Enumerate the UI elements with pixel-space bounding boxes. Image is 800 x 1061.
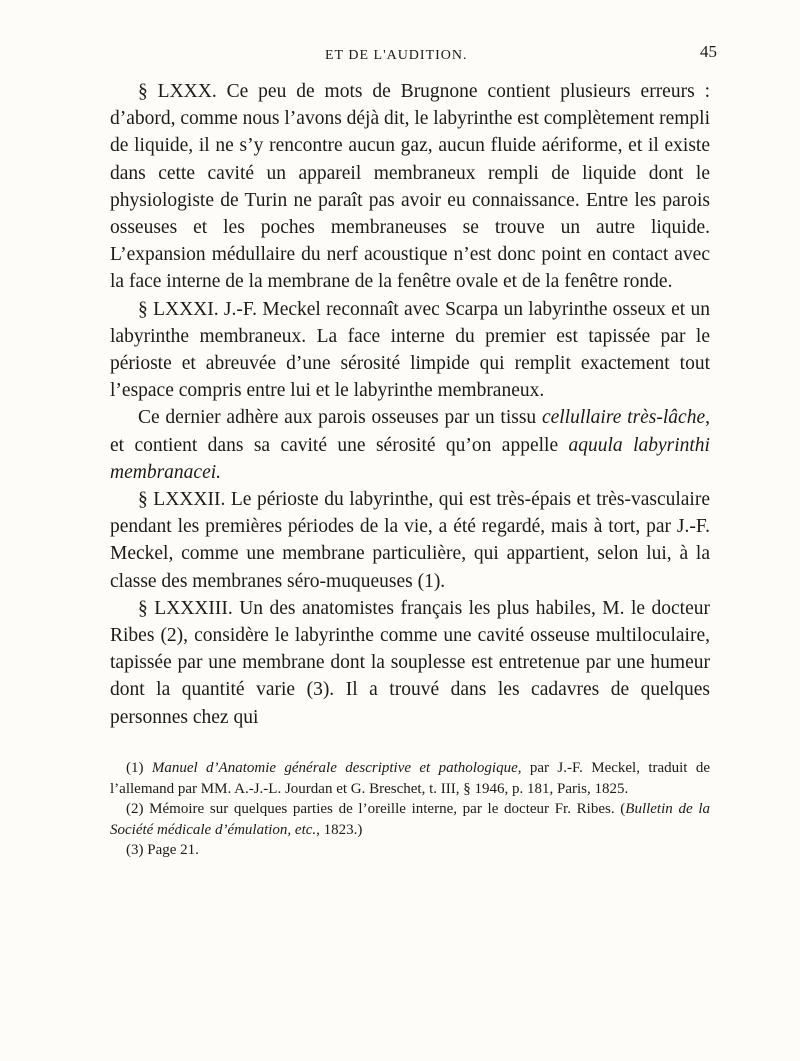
page-header [0,42,800,72]
footnote-3 [110,840,710,861]
footnote-segment: , par J.-F. Meckel, traduit de l’allemand par MM. A.-J.-L. Jourdan et G. Breschet, t. III, § 1946, p. 181, Paris, 1825. [110,760,711,797]
running-head: ET DE L'AUDITION. [325,48,468,63]
paragraph-segment: § LXXXI. J.-F. Meckel reconnaît avec Scarpa un labyrinthe osseux et un labyrinthe membraneux. La face interne du premier est tapissée par le périoste et abreuvée d’une sérosité limpide qui remplit exactement tout l’espace compris entre lui et le labyrinthe membraneux. [110,298,710,402]
body-text [110,78,710,731]
footnote-segment: (2) Mémoire sur quelques parties de l’oreille interne, par le docteur Fr. Ribes. ( [126,801,626,817]
paragraph-lxxx [110,78,710,296]
page-number: 45 [700,42,717,61]
paragraph-segment: § LXXXIII. Un des anatomistes français les plus habiles, M. le docteur Ribes (2), considère le labyrinthe comme une cavité osseuse multiloculaire, tapissée par une membrane dont la souplesse est entretenue par une humeur dont la quantité varie (3). Il a trouvé dans les cadavres de quelques personnes chez qui [110,597,710,728]
footnote-segment: (3) Page 21. [126,842,199,858]
footnote-1 [110,758,710,799]
italic-term: aquula labyrinthi membranacei. [110,434,710,483]
paragraph-segment: § LXXXII. Le périoste du labyrinthe, qui est très-épais et très-vasculaire pendant les premières périodes de la vie, a été regardé, mais à tort, par J.-F. Meckel, comme une membrane particulière, qui appartient, selon lui, à la classe des membranes séro-muqueuses (1). [110,489,710,592]
paragraph-segment: , et contient dans sa cavité une sérosité qu’on appelle [110,407,710,456]
paragraph-lxxxiii [110,595,710,731]
paragraph-segment: Ce dernier adhère aux parois osseuses par un tissu [138,407,542,429]
paragraph-segment: § LXXX. Ce peu de mots de Brugnone contient plusieurs erreurs : d’abord, comme nous l’avons déjà dit, le labyrinthe est complètement rempli de liquide, il ne s’y rencontre aucun gaz, aucun fluide aériforme, et il existe dans cette cavité un appareil membraneux rempli de liquide dont le physiologiste de Turin ne paraît pas avoir eu connaissance. Entre les parois osseuses et les poches membraneuses se trouve un autre liquide. L’expansion médullaire du nerf acoustique n’est donc point en contact avec la face interne de la membrane de la fenêtre ovale et de la fenêtre ronde. [110,81,710,293]
footnotes [110,758,710,861]
paragraph-lxxxii [110,486,710,595]
paragraph-lxxxi [110,296,710,405]
italic-term: cellullaire très-lâche [541,407,706,429]
footnote-italic: Bulletin de la Société médicale d’émulation, etc. [110,801,710,838]
footnote-segment: , 1823.) [316,821,363,838]
footnote-2 [110,799,710,840]
footnote-segment: (1) [126,760,152,776]
paragraph-membraneous-labyrinth [110,404,710,486]
footnote-italic: Manuel d’Anatomie générale descriptive et pathologique [151,760,518,776]
